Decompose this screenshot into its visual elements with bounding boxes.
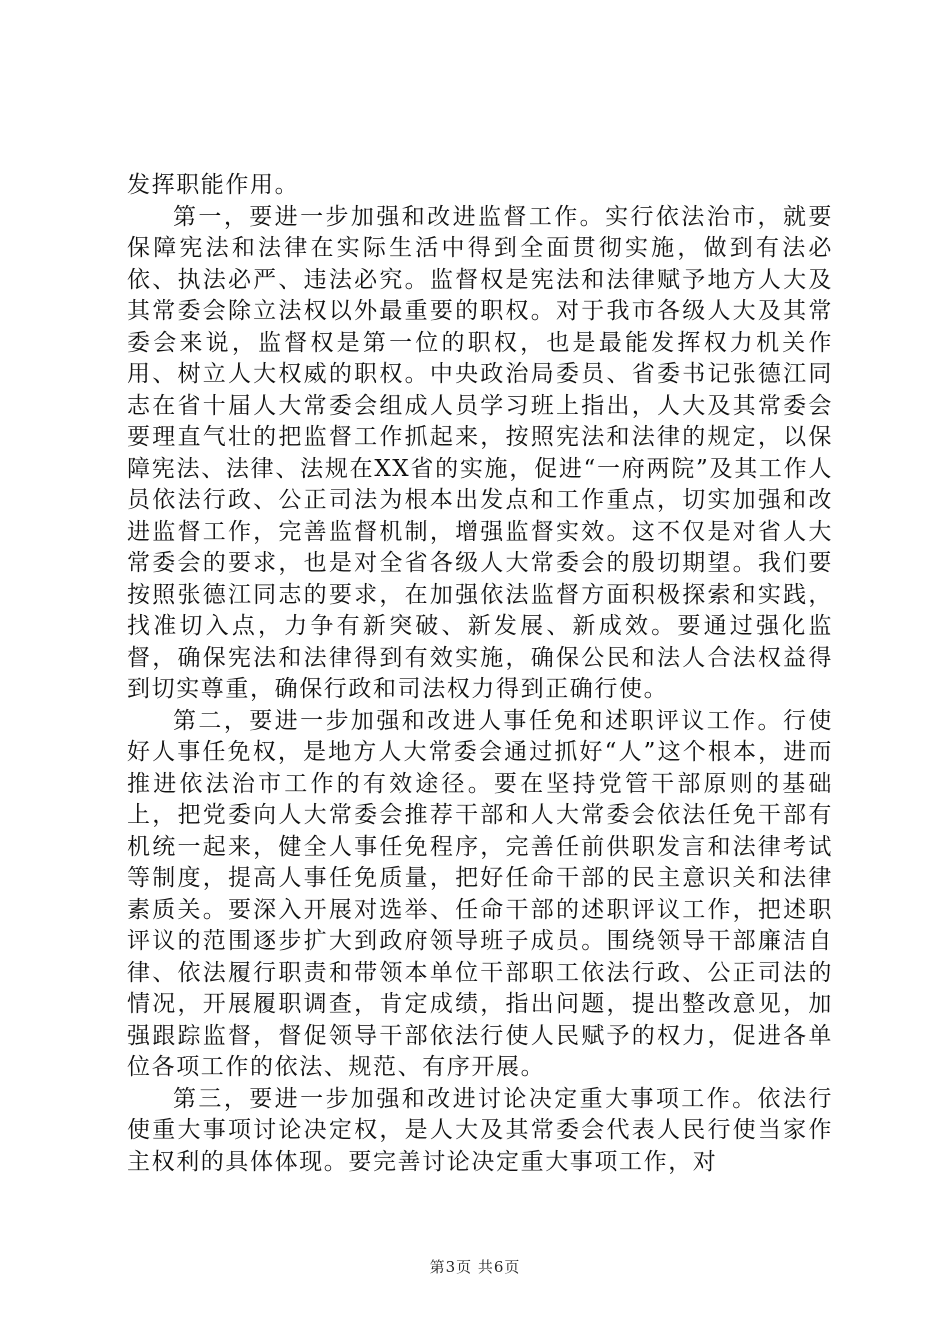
paragraph-1: 第一，要进一步加强和改进监督工作。实行依法治市，就要保障宪法和法律在实际生活中得到全面贯彻实施，做到有法必依、执法必严、违法必究。监督权是宪法和法律赋予地方人大及其常委会除立法权以外最重要的职权。对于我市各级人大及其常委会来说，监督权是第一位的职权，也是最能发挥权力机关作用、树立人大权威的职权。中央政治局委员、省委书记张德江同志在省十届人大常委会组成人员学习班上指出，人大及其常委会要理直气壮的把监督工作抓起来，按照宪法和法律的规定，以保障宪法、法律、法规在XX省的实施，促进“一府两院”及其工作人员依法行政、公正司法为根本出发点和工作重点，切实加强和改进监督工作，完善监督机制，增强监督实效。这不仅是对省人大常委会的要求，也是对全省各级人大常委会的殷切期望。我们要按照张德江同志的要求，在加强依法监督方面积极探索和实践，找准切入点，力争有新突破、新发展、新成效。要通过强化监督，确保宪法和法律得到有效实施，确保公民和法人合法权益得到切实尊重，确保行政和司法权力得到正确行使。 — [127, 203, 833, 702]
paragraph-3: 第三，要进一步加强和改进讨论决定重大事项工作。依法行使重大事项讨论决定权，是人大及其常委会代表人民行使当家作主权利的具体体现。要完善讨论决定重大事项工作，对 — [127, 1085, 833, 1175]
paragraph-2: 第二，要进一步加强和改进人事任免和述职评议工作。行使好人事任免权，是地方人大常委会通过抓好“人”这个根本，进而推进依法治市工作的有效途径。要在坚持党管干部原则的基础上，把党委向人大常委会推荐干部和人大常委会依法任免干部有机统一起来，健全人事任免程序，完善任前供职发言和法律考试等制度，提高人事任免质量，把好任命干部的民主意识关和法律素质关。要深入开展对选举、任命干部的述职评议工作，把述职评议的范围逐步扩大到政府领导班子成员。围绕领导干部廉洁自律、依法履行职责和带领本单位干部职工依法行政、公正司法的情况，开展履职调查，肯定成绩，指出问题，提出整改意见，加强跟踪监督，督促领导干部依法行使人民赋予的权力，促进各单位各项工作的依法、规范、有序开展。 — [127, 707, 833, 1080]
paragraph-0: 发挥职能作用。 — [127, 172, 300, 198]
document-body — [127, 170, 833, 1178]
page-footer: 第3页 共6页 — [429, 1258, 521, 1276]
